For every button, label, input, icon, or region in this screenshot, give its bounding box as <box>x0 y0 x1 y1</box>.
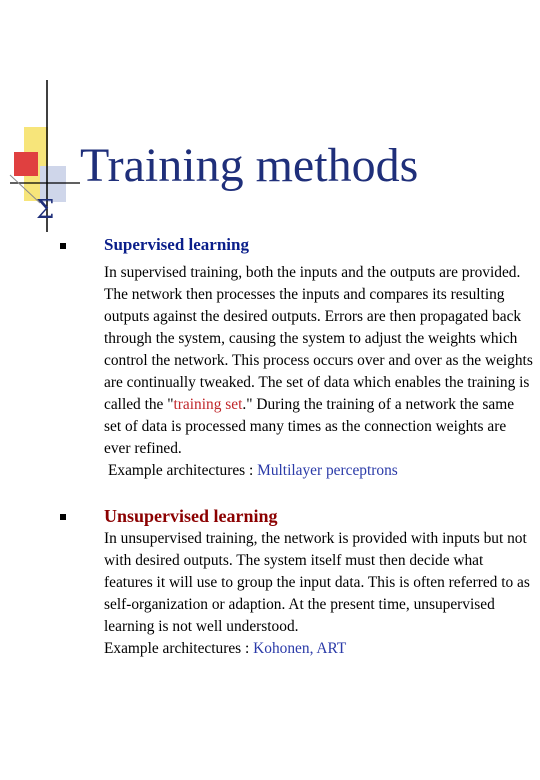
arch-value: Multilayer perceptrons <box>257 462 398 479</box>
bullet-marker <box>60 243 66 249</box>
arch-value: Kohonen, ART <box>253 640 347 657</box>
section-body-supervised <box>104 262 534 482</box>
training-set-term: training set <box>173 396 243 413</box>
arch-label: Example architectures : <box>104 640 250 657</box>
section-body-unsupervised <box>104 528 534 660</box>
svg-text:Σ: Σ <box>36 195 55 225</box>
section-heading-unsupervised: Unsupervised learning <box>104 506 278 526</box>
bullet-marker <box>60 514 66 520</box>
supervised-text-cont: ." During the training of a network the same set of data is processed many times as the connection weights are ever refined. <box>104 396 515 457</box>
unsupervised-text: In unsupervised training, the network is provided with inputs but not with desired outputs. The system itself must then decide what features it will use to group the input data. This is often referred to as self-organization or adaption. At the present time, unsupervised learning is not well understood. <box>104 530 530 635</box>
supervised-text: In supervised training, both the inputs and the outputs are provided. The network then processes the inputs and compares its resulting outputs against the desired outputs. Errors are then propagated back through the system, causing the system to adjust the weights which control the network. This process occurs over and over as the weights are continually tweaked. The set of data which enables the training is called the " <box>104 264 533 413</box>
sigma-logo-icon <box>0 0 80 240</box>
section-heading-supervised: Supervised learning <box>104 235 249 254</box>
arch-label: Example architectures : <box>108 462 254 479</box>
page-title: Training methods <box>80 139 419 192</box>
